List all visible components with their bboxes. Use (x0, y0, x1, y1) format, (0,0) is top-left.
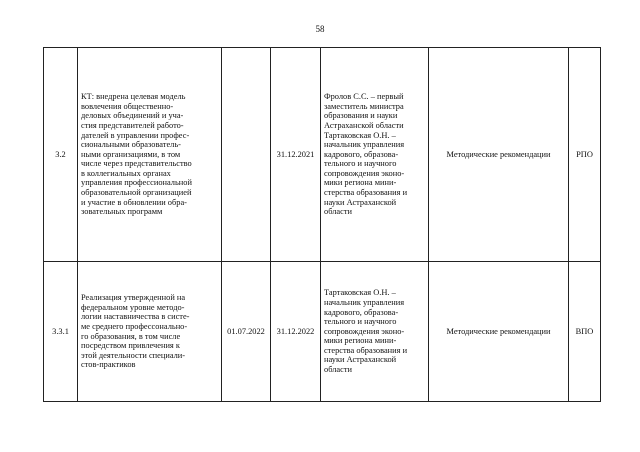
row-number: 3.3.1 (44, 262, 78, 402)
table-row (44, 262, 601, 402)
result-document: Методические рекомендации (429, 48, 569, 262)
start-date (222, 48, 271, 262)
responsible-persons: Фролов С.С. – первый заместитель министра образования и науки Астраханской области Тартаковская О.Н. – начальник управления кадрового, образова- тельного и научного сопровождения эконо- мики региона мини- стерства образования и науки Астраханской области (321, 48, 429, 262)
start-date: 01.07.2022 (222, 262, 271, 402)
level-code: ВПО (569, 262, 601, 402)
table-row (44, 48, 601, 262)
plan-table (43, 47, 601, 402)
end-date: 31.12.2021 (271, 48, 321, 262)
row-number: 3.2 (44, 48, 78, 262)
end-date: 31.12.2022 (271, 262, 321, 402)
event-description: КТ: внедрена целевая модель вовлечения общественно- деловых объединений и уча- стия представителей работо- дателей в управлении профес- сиональными образователь- ными организациями, в том числе через представительство в коллегиальных органах управления профессиональной образовательной организацией и участие в обновлении обра- зовательных программ (78, 48, 222, 262)
result-document: Методические рекомендации (429, 262, 569, 402)
event-description: Реализация утвержденной на федеральном уровне методо- логии наставничества в систе- ме среднего профессонально- го образования, в том числе посредством привлечения к этой деятельности специали- стов-практиков (78, 262, 222, 402)
page-number: 58 (315, 24, 325, 34)
level-code: РПО (569, 48, 601, 262)
responsible-persons: Тартаковская О.Н. – начальник управления кадрового, образова- тельного и научного сопровождения эконо- мики региона мини- стерства образования и науки Астраханской области (321, 262, 429, 402)
